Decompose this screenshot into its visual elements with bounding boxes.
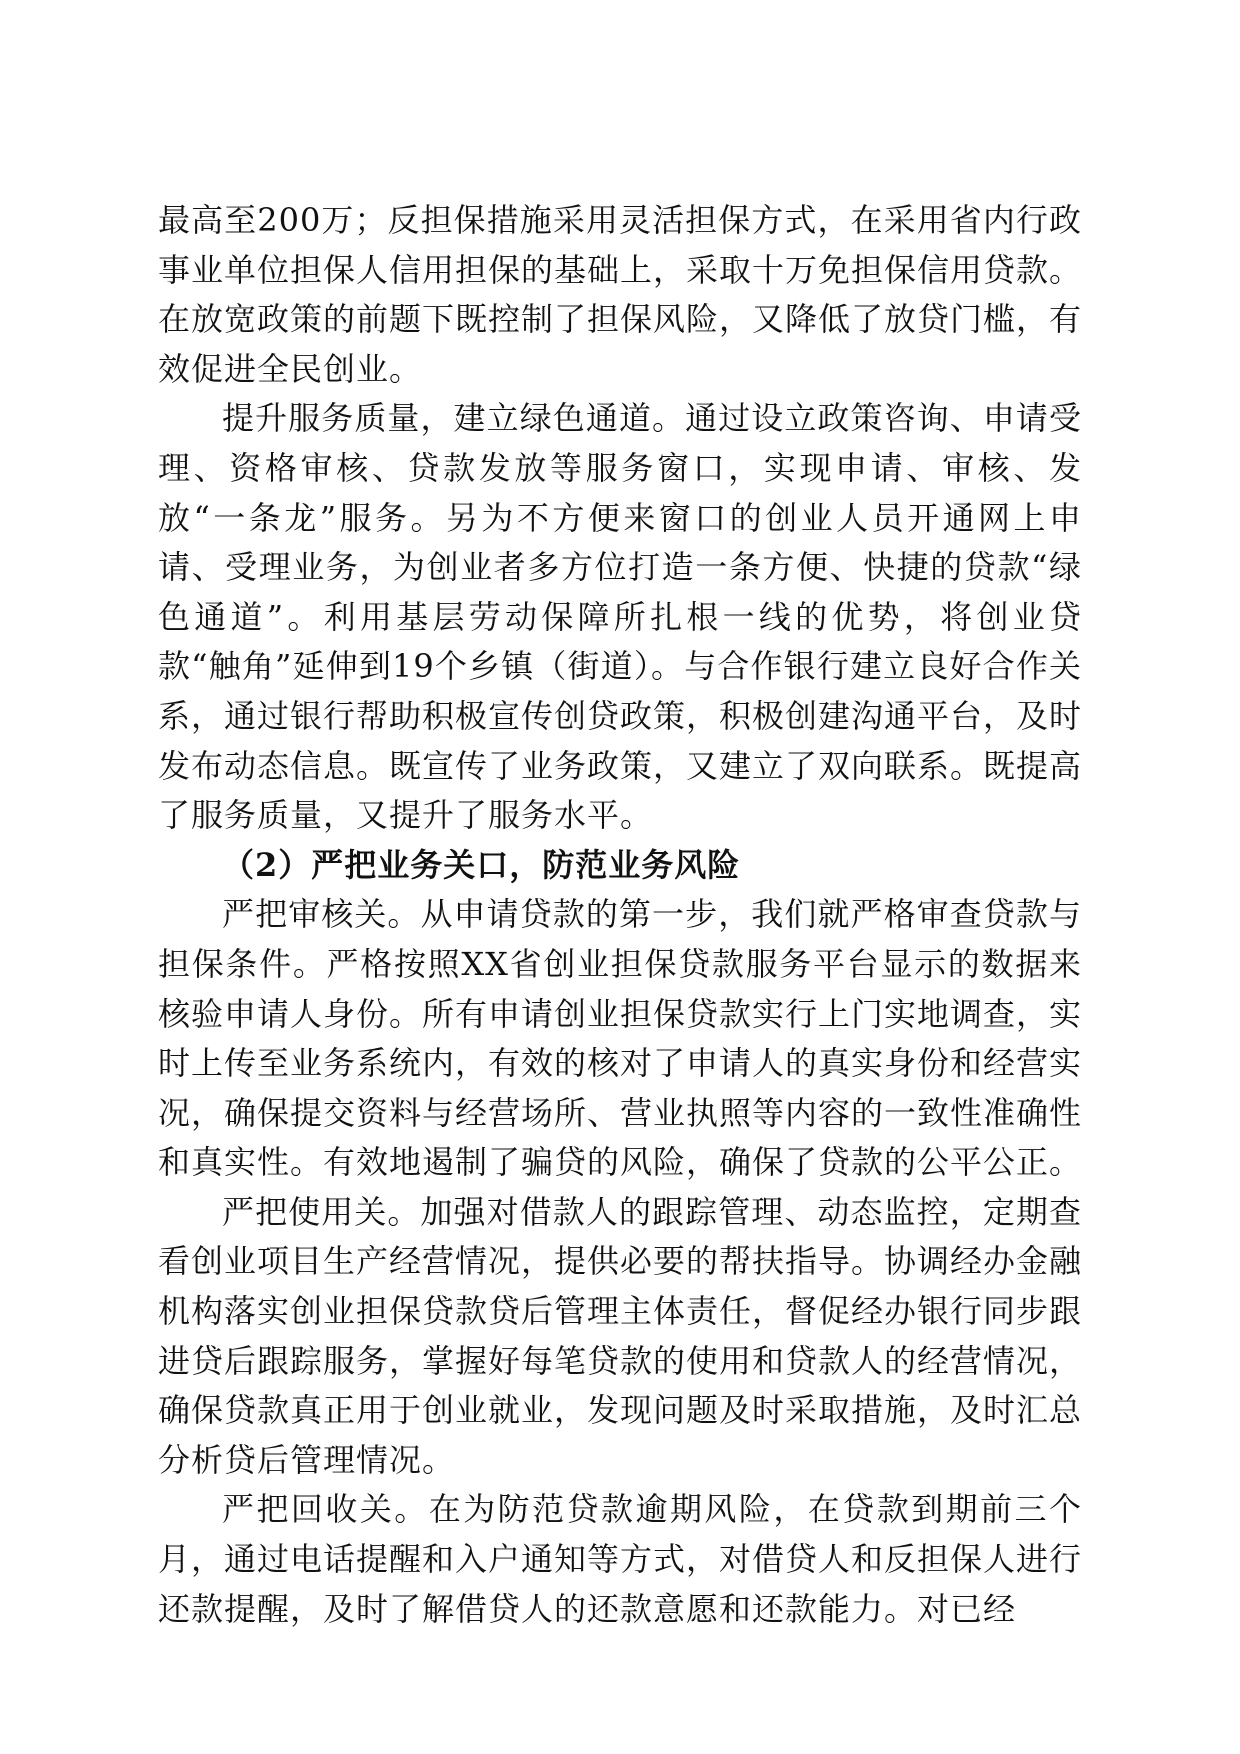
paragraph-usage-check: 严把使用关。加强对借款人的跟踪管理、动态监控，定期查看创业项目生产经营情况，提供必要的帮扶指导。协调经办金融机构落实创业担保贷款贷后管理主体责任，督促经办银行同步跟进贷后跟踪服务，掌握好每笔贷款的使用和贷款人的经营情况，确保贷款真正用于创业就业，发现问题及时采取措施，及时汇总分析贷后管理情况。 (158, 1192, 1083, 1479)
section-heading-risk-control: （2）严把业务关口，防范业务风险 (222, 845, 741, 884)
document-body (158, 196, 1082, 1634)
paragraph-review-check: 严把审核关。从申请贷款的第一步，我们就严格审查贷款与担保条件。严格按照XX省创业担保贷款服务平台显示的数据来核验申请人身份。所有申请创业担保贷款实行上门实地调查，实时上传至业务系统内，有效的核对了申请人的真实身份和经营实况，确保提交资料与经营场所、营业执照等内容的一致性准确性和真实性。有效地遏制了骗贷的风险，确保了贷款的公平公正。 (158, 895, 1083, 1182)
paragraph-recovery-check: 严把回收关。在为防范贷款逾期风险，在贷款到期前三个月，通过电话提醒和入户通知等方式，对借贷人和反担保人进行还款提醒，及时了解借贷人的还款意愿和还款能力。对已经 (158, 1490, 1083, 1628)
paragraph-guarantee-measures: 最高至200万；反担保措施采用灵活担保方式，在采用省内行政事业单位担保人信用担保的基础上，采取十万免担保信用贷款。在放宽政策的前题下既控制了担保风险，又降低了放贷门槛，有效促进全民创业。 (158, 201, 1083, 388)
paragraph-service-quality: 提升服务质量，建立绿色通道。通过设立政策咨询、申请受理、资格审核、贷款发放等服务窗口，实现申请、审核、发放“一条龙”服务。另为不方便来窗口的创业人员开通网上申请、受理业务，为创业者多方位打造一条方便、快捷的贷款“绿色通道”。利用基层劳动保障所扎根一线的优势，将创业贷款“触角”延伸到19个乡镇（街道）。与合作银行建立良好合作关系，通过银行帮助积极宣传创贷政策，积极创建沟通平台，及时发布动态信息。既宣传了业务政策，又建立了双向联系。既提高了服务质量，又提升了服务水平。 (158, 399, 1083, 835)
